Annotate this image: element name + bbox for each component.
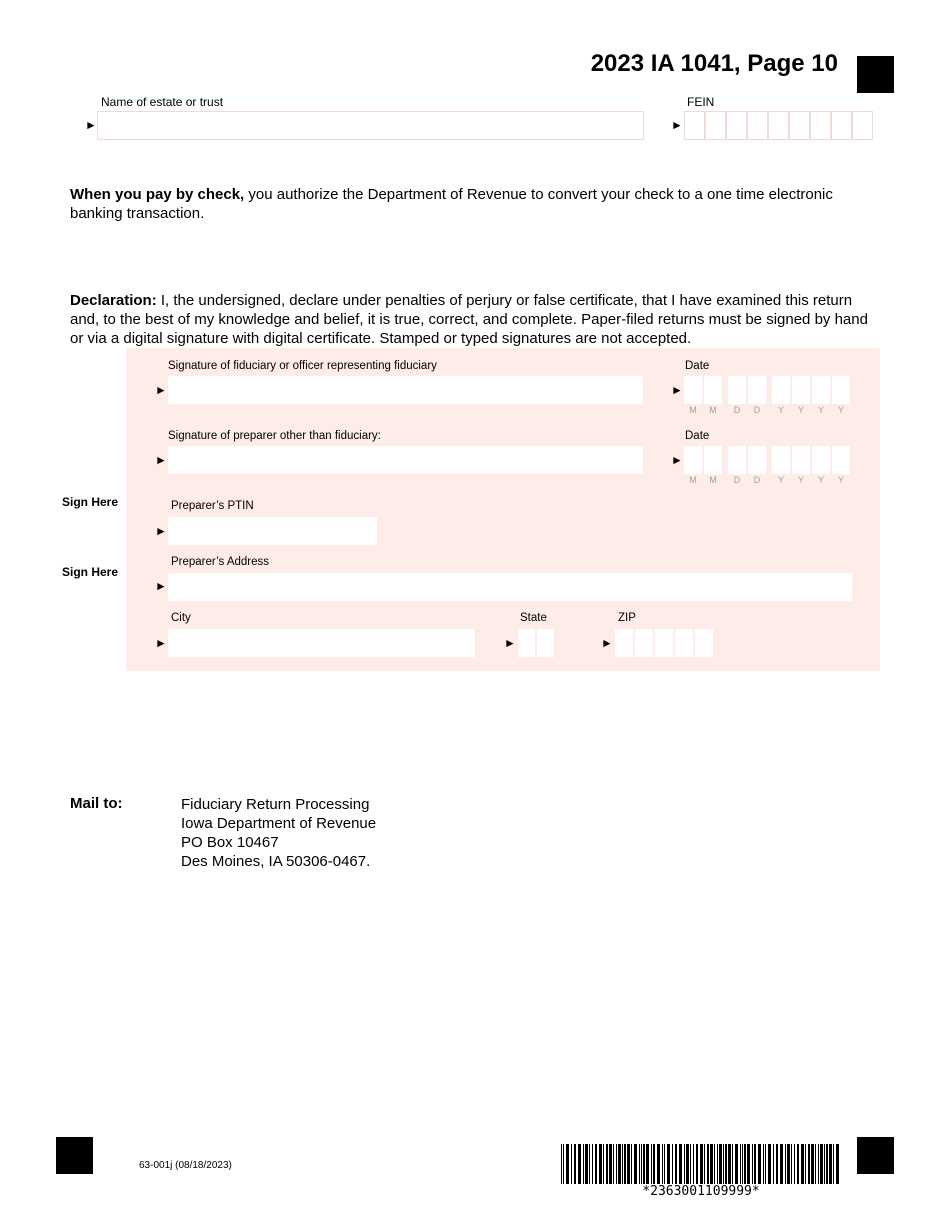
barcode-bar (675, 1144, 677, 1184)
barcode-bar (758, 1144, 761, 1184)
barcode-bar (657, 1144, 660, 1184)
date-hint: D (753, 475, 761, 485)
barcode-bar (773, 1144, 774, 1184)
barcode-bar (696, 1144, 698, 1184)
barcode-bar (818, 1144, 819, 1184)
barcode-bar (829, 1144, 832, 1184)
barcode-bar (571, 1144, 572, 1184)
preparer-signature-input[interactable] (168, 446, 643, 474)
date-2-input[interactable] (684, 446, 850, 474)
check-notice (70, 185, 885, 223)
date-hint: D (733, 405, 741, 415)
date-hint: Y (777, 405, 784, 415)
check-notice-text: you authorize the Department of Revenue to convert your check to a one time electronic banking transaction. (70, 186, 833, 222)
barcode-bar (763, 1144, 764, 1184)
barcode-bar (679, 1144, 682, 1184)
fein-input[interactable] (684, 111, 873, 140)
barcode-bar (684, 1144, 685, 1184)
barcode-bar (791, 1144, 792, 1184)
barcode-bar (740, 1144, 741, 1184)
address-arrow-icon: ► (155, 579, 167, 593)
barcode-bar (561, 1144, 562, 1184)
fein-label: FEIN (687, 95, 715, 109)
barcode-bar (820, 1144, 823, 1184)
barcode-bar (662, 1144, 663, 1184)
barcode-bar (643, 1144, 645, 1184)
ptin-label: Preparer’s PTIN (171, 500, 254, 512)
barcode-bar (700, 1144, 703, 1184)
date-hint: M (689, 405, 697, 415)
mail-line-2: Iowa Department of Revenue (181, 815, 377, 832)
zip-arrow-icon: ► (601, 636, 613, 650)
barcode-bar (780, 1144, 783, 1184)
date-hint: Y (817, 475, 824, 485)
barcode-bar (735, 1144, 738, 1184)
mail-to-label: Mail to: (70, 795, 123, 812)
ptin-input[interactable] (168, 517, 377, 545)
barcode-bar (613, 1144, 614, 1184)
date-label-2: Date (685, 430, 710, 442)
declaration-text: I, the undersigned, declare under penalties of perjury or false certificate, that I have examined this return and, to the best of my knowledge and belief, it is true, correct, and complete. Paper-filed returns must be signed by hand or via a digital signature with digital certificate. Stamped or typed signatures are not accepted. (70, 292, 868, 347)
barcode-bar (785, 1144, 786, 1184)
barcode-bar (603, 1144, 604, 1184)
date-label-1: Date (685, 360, 710, 372)
barcode-text: *2363001109999* (642, 1184, 760, 1199)
barcode-bar (754, 1144, 756, 1184)
form-code: 63-001j (08/18/2023) (139, 1160, 232, 1171)
barcode-bar (667, 1144, 670, 1184)
barcode-bar (599, 1144, 602, 1184)
barcode-bar (742, 1144, 743, 1184)
barcode-bar (765, 1144, 766, 1184)
barcode-bar (725, 1144, 727, 1184)
barcode-bar (714, 1144, 715, 1184)
ptin-arrow-icon: ► (155, 524, 167, 538)
barcode-bar (719, 1144, 722, 1184)
barcode-bar (717, 1144, 718, 1184)
barcode-bar (609, 1144, 612, 1184)
barcode-bar (752, 1144, 753, 1184)
zip-label: ZIP (618, 612, 636, 624)
barcode-bar (639, 1144, 640, 1184)
barcode-bar (574, 1144, 576, 1184)
barcode-bar (606, 1144, 608, 1184)
city-label: City (171, 612, 191, 624)
barcode-bar (622, 1144, 623, 1184)
mail-line-4: Des Moines, IA 50306-0467. (181, 853, 371, 870)
page-title: 2023 IA 1041, Page 10 (590, 50, 838, 77)
sign-here-label-1: Sign Here (62, 495, 119, 509)
barcode-bar (578, 1144, 581, 1184)
zip-input[interactable] (615, 629, 713, 657)
barcode-bar (616, 1144, 617, 1184)
barcode-bar (627, 1144, 630, 1184)
date-2-arrow-icon: ► (671, 453, 683, 467)
fiduciary-signature-input[interactable] (168, 376, 643, 404)
fiduciary-signature-arrow-icon: ► (155, 383, 167, 397)
barcode-bar (646, 1144, 649, 1184)
registration-mark-bottom-left (56, 1137, 93, 1174)
barcode-bar (592, 1144, 593, 1184)
barcode-bar (566, 1144, 569, 1184)
name-input[interactable] (97, 111, 644, 140)
barcode-bar (744, 1144, 746, 1184)
barcode-bar (686, 1144, 689, 1184)
barcode-bar (747, 1144, 750, 1184)
mail-address (181, 795, 376, 871)
barcode (561, 1144, 842, 1184)
date-hint: Y (817, 405, 824, 415)
date-hint: Y (797, 475, 804, 485)
address-label: Preparer’s Address (171, 556, 270, 568)
date-hint: M (689, 475, 697, 485)
barcode-bar (808, 1144, 810, 1184)
barcode-bar (624, 1144, 626, 1184)
barcode-bar (634, 1144, 637, 1184)
date-hint: Y (837, 405, 844, 415)
preparer-signature-label: Signature of preparer other than fiduciary: (168, 430, 381, 442)
registration-mark-bottom-right (857, 1137, 894, 1174)
date-hint: Y (837, 475, 844, 485)
barcode-bar (672, 1144, 673, 1184)
city-arrow-icon: ► (155, 636, 167, 650)
sign-here-label-2: Sign Here (62, 565, 119, 579)
barcode-bar (651, 1144, 652, 1184)
barcode-bar (710, 1144, 713, 1184)
date-hint: Y (797, 405, 804, 415)
state-arrow-icon: ► (504, 636, 516, 650)
date-hint: Y (777, 475, 784, 485)
name-label: Name of estate or trust (101, 95, 224, 109)
barcode-bar (794, 1144, 795, 1184)
registration-mark-top-right (857, 56, 894, 93)
barcode-bar (653, 1144, 655, 1184)
barcode-bar (826, 1144, 828, 1184)
barcode-bar (801, 1144, 804, 1184)
barcode-bar (641, 1144, 642, 1184)
date-hint: D (733, 475, 741, 485)
state-input[interactable] (518, 629, 554, 657)
fiduciary-signature-label: Signature of fiduciary or officer representing fiduciary (168, 360, 437, 372)
barcode-bar (589, 1144, 590, 1184)
barcode-bar (805, 1144, 806, 1184)
barcode-bar (631, 1144, 632, 1184)
barcode-bar (815, 1144, 816, 1184)
barcode-bar (704, 1144, 705, 1184)
barcode-bar (585, 1144, 588, 1184)
barcode-bar (833, 1144, 834, 1184)
barcode-bar (824, 1144, 825, 1184)
declaration (70, 291, 885, 348)
fein-arrow-icon: ► (671, 118, 683, 132)
date-hint: M (709, 475, 717, 485)
date-1-format-hint (684, 405, 850, 415)
barcode-bar (595, 1144, 597, 1184)
state-label: State (520, 612, 547, 624)
date-hint: M (709, 405, 717, 415)
city-input[interactable] (168, 629, 475, 657)
barcode-bar (787, 1144, 790, 1184)
barcode-bar (732, 1144, 733, 1184)
barcode-bar (797, 1144, 799, 1184)
declaration-bold: Declaration: (70, 292, 157, 309)
date-1-arrow-icon: ► (671, 383, 683, 397)
barcode-bar (690, 1144, 691, 1184)
barcode-bar (723, 1144, 724, 1184)
date-hint: D (753, 405, 761, 415)
barcode-bar (693, 1144, 694, 1184)
preparer-signature-arrow-icon: ► (155, 453, 167, 467)
check-notice-bold: When you pay by check, (70, 186, 245, 203)
barcode-bar (563, 1144, 564, 1184)
mail-line-3: PO Box 10467 (181, 834, 279, 851)
barcode-bar (768, 1144, 771, 1184)
name-arrow-icon: ► (85, 118, 97, 132)
barcode-bar (776, 1144, 778, 1184)
barcode-bar (583, 1144, 584, 1184)
barcode-bar (836, 1144, 839, 1184)
address-input[interactable] (168, 573, 852, 601)
barcode-bar (728, 1144, 731, 1184)
barcode-bar (707, 1144, 709, 1184)
date-1-input[interactable] (684, 376, 850, 404)
date-2-format-hint (684, 475, 850, 485)
barcode-bar (664, 1144, 665, 1184)
mail-line-1: Fiduciary Return Processing (181, 796, 370, 813)
barcode-bar (811, 1144, 814, 1184)
barcode-bar (618, 1144, 621, 1184)
